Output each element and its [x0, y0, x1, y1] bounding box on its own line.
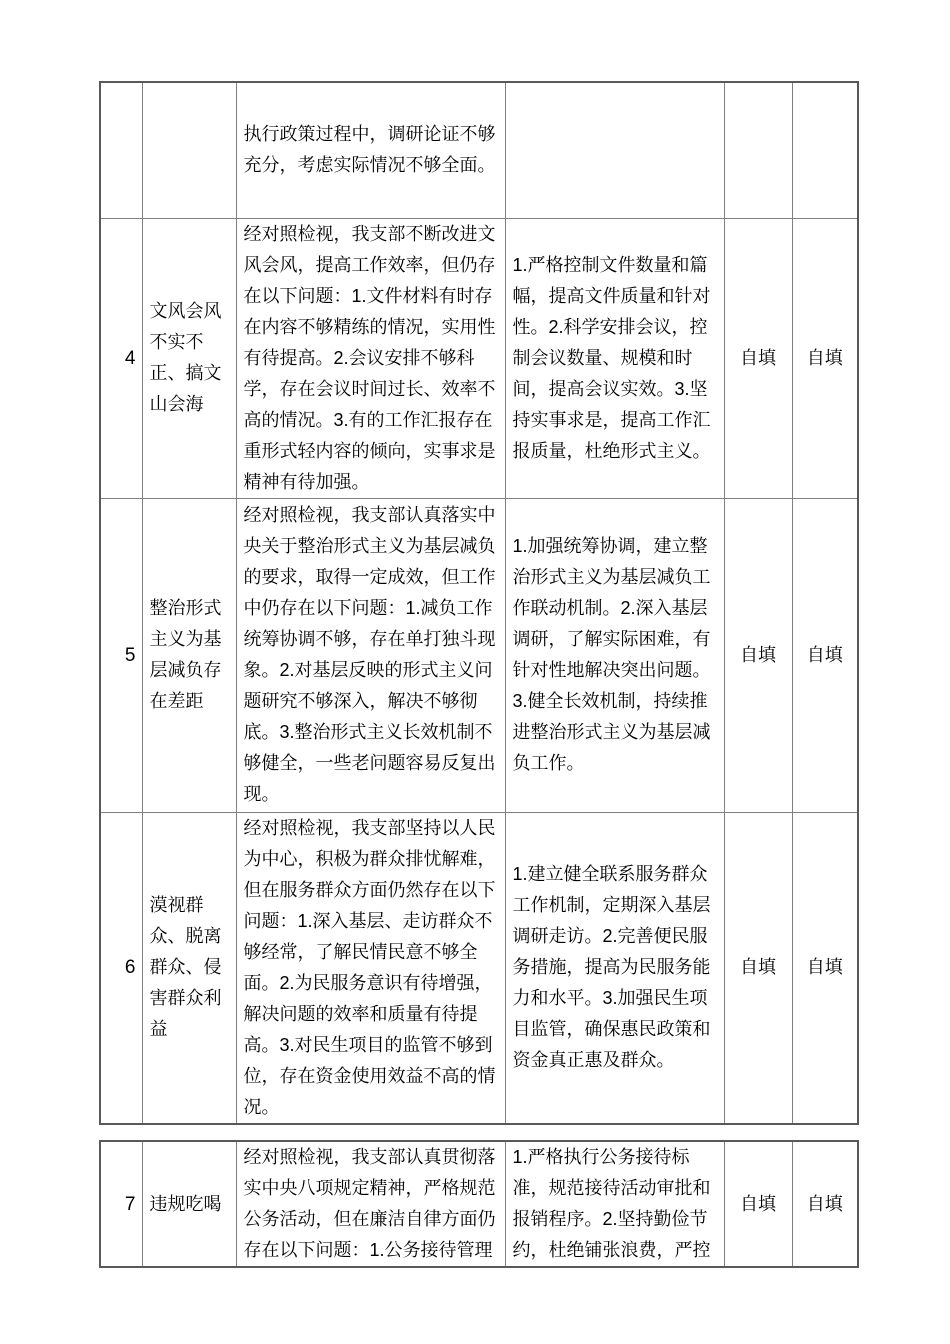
measures-cell	[505, 82, 724, 218]
row-number-cell: 5	[100, 498, 142, 812]
review-cell: 经对照检视，我支部认真贯彻落实中央八项规定精神，严格规范公务活动，但在廉洁自律方面仍存在以下问题：1.公务接待管理	[236, 1141, 505, 1267]
review-cell-continued: 执行政策过程中，调研论证不够充分，考虑实际情况不够全面。	[236, 82, 505, 218]
table-segment-upper	[99, 81, 859, 1125]
table-row-carryover	[100, 82, 858, 218]
table-row-4	[100, 218, 858, 498]
row-number-cell: 6	[100, 812, 142, 1124]
self-fill-cell-1: 自填	[724, 498, 792, 812]
issue-cell	[142, 82, 236, 218]
review-cell: 经对照检视，我支部坚持以人民为中心，积极为群众排忧解难，但在服务群众方面仍然存在以下问题：1.深入基层、走访群众不够经常，了解民情民意不够全面。2.为民服务意识有待增强，解决问题的效率和质量有待提高。3.对民生项目的监管不够到位，存在资金使用效益不高的情况。	[236, 812, 505, 1124]
self-fill-cell-2: 自填	[792, 498, 858, 812]
self-fill-cell-1	[724, 82, 792, 218]
self-fill-cell-2: 自填	[792, 218, 858, 498]
measures-cell: 1.加强统筹协调，建立整治形式主义为基层减负工作联动机制。2.深入基层调研，了解实际困难，有针对性地解决突出问题。3.健全长效机制，持续推进整治形式主义为基层减负工作。	[505, 498, 724, 812]
table-segment-lower	[99, 1140, 859, 1268]
issue-cell: 违规吃喝	[142, 1141, 236, 1267]
issue-cell: 文风会风不实不正、搞文山会海	[142, 218, 236, 498]
measures-cell: 1.严格控制文件数量和篇幅，提高文件质量和针对性。2.科学安排会议，控制会议数量、规模和时间，提高会议实效。3.坚持实事求是，提高工作汇报质量，杜绝形式主义。	[505, 218, 724, 498]
review-cell: 经对照检视，我支部不断改进文风会风，提高工作效率，但仍存在以下问题：1.文件材料有时存在内容不够精练的情况，实用性有待提高。2.会议安排不够科学，存在会议时间过长、效率不高的情况。3.有的工作汇报存在重形式轻内容的倾向，实事求是精神有待加强。	[236, 218, 505, 498]
table-row-5	[100, 498, 858, 812]
table-row-6	[100, 812, 858, 1124]
row-number-cell: 7	[100, 1141, 142, 1267]
self-fill-cell-2: 自填	[792, 1141, 858, 1267]
self-fill-cell-2	[792, 82, 858, 218]
issue-cell: 整治形式主义为基层减负存在差距	[142, 498, 236, 812]
self-fill-cell-1: 自填	[724, 1141, 792, 1267]
measures-cell: 1.严格执行公务接待标准，规范接待活动审批和报销程序。2.坚持勤俭节约，杜绝铺张浪费，严控	[505, 1141, 724, 1267]
row-number-cell	[100, 82, 142, 218]
self-fill-cell-1: 自填	[724, 812, 792, 1124]
self-fill-cell-2: 自填	[792, 812, 858, 1124]
measures-cell: 1.建立健全联系服务群众工作机制，定期深入基层调研走访。2.完善便民服务措施，提高为民服务能力和水平。3.加强民生项目监管，确保惠民政策和资金真正惠及群众。	[505, 812, 724, 1124]
review-cell: 经对照检视，我支部认真落实中央关于整治形式主义为基层减负的要求，取得一定成效，但工作中仍存在以下问题：1.减负工作统筹协调不够，存在单打独斗现象。2.对基层反映的形式主义问题研究不够深入，解决不够彻底。3.整治形式主义长效机制不够健全，一些老问题容易反复出现。	[236, 498, 505, 812]
issue-cell: 漠视群众、脱离群众、侵害群众利益	[142, 812, 236, 1124]
self-fill-cell-1: 自填	[724, 218, 792, 498]
row-number-cell: 4	[100, 218, 142, 498]
table-row-7	[100, 1141, 858, 1267]
